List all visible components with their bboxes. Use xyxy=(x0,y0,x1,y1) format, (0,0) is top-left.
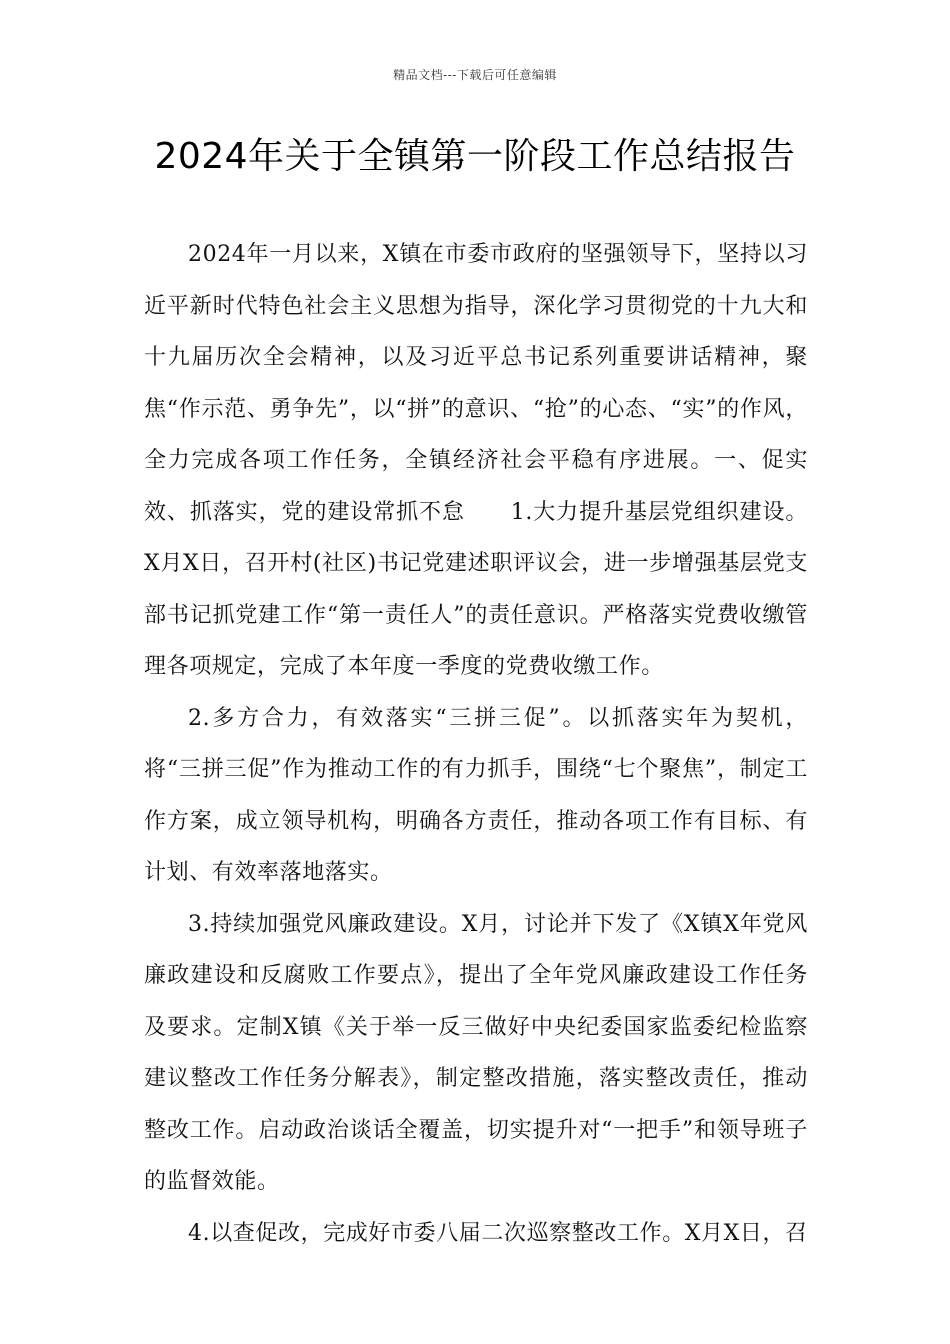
document-title: 2024年关于全镇第一阶段工作总结报告 xyxy=(154,136,796,177)
paragraph-item-4: 4.以查促改，完成好市委八届二次巡察整改工作。X月X日，召 xyxy=(188,1220,808,1246)
paragraph-item-2: 2.多方合力，有效落实“三拼三促”。以抓落实年为契机，将“三拼三促”作为推动工作的有力抓手，围绕“七个聚焦”，制定工作方案，成立领导机构，明确各方责任，推动各项工作有目标、有计划、有效率落地落实。 xyxy=(144,705,808,885)
paragraph-item-3: 3.持续加强党风廉政建设。X月，讨论并下发了《X镇X年党风廉政建设和反腐败工作要点》，提出了全年党风廉政建设工作任务及要求。定制X镇《关于举一反三做好中央纪委国家监委纪检监察建议整改工作任务分解表》，制定整改措施，落实整改责任，推动整改工作。启动政治谈话全覆盖，切实提升对“一把手”和领导班子的监督效能。 xyxy=(144,911,808,1194)
page-header-note: 精品文档---下载后可任意编辑 xyxy=(393,68,557,82)
paragraph-intro: 2024年一月以来，X镇在市委市政府的坚强领导下，坚持以习近平新时代特色社会主义思想为指导，深化学习贯彻党的十九大和十九届历次全会精神，以及习近平总书记系列重要讲话精神，聚焦“作示范、勇争先”，以“拼”的意识、“抢”的心态、“实”的作风，全力完成各项工作任务，全镇经济社会平稳有序进展。一、促实效、抓落实，党的建设常抓不怠 1.大力提升基层党组织建设。X月X日，召开村(社区)书记党建述职评议会，进一步增强基层党支部书记抓党建工作“第一责任人”的责任意识。严格落实党费收缴管理各项规定，完成了本年度一季度的党费收缴工作。 xyxy=(144,242,808,679)
document-body xyxy=(144,229,808,1259)
